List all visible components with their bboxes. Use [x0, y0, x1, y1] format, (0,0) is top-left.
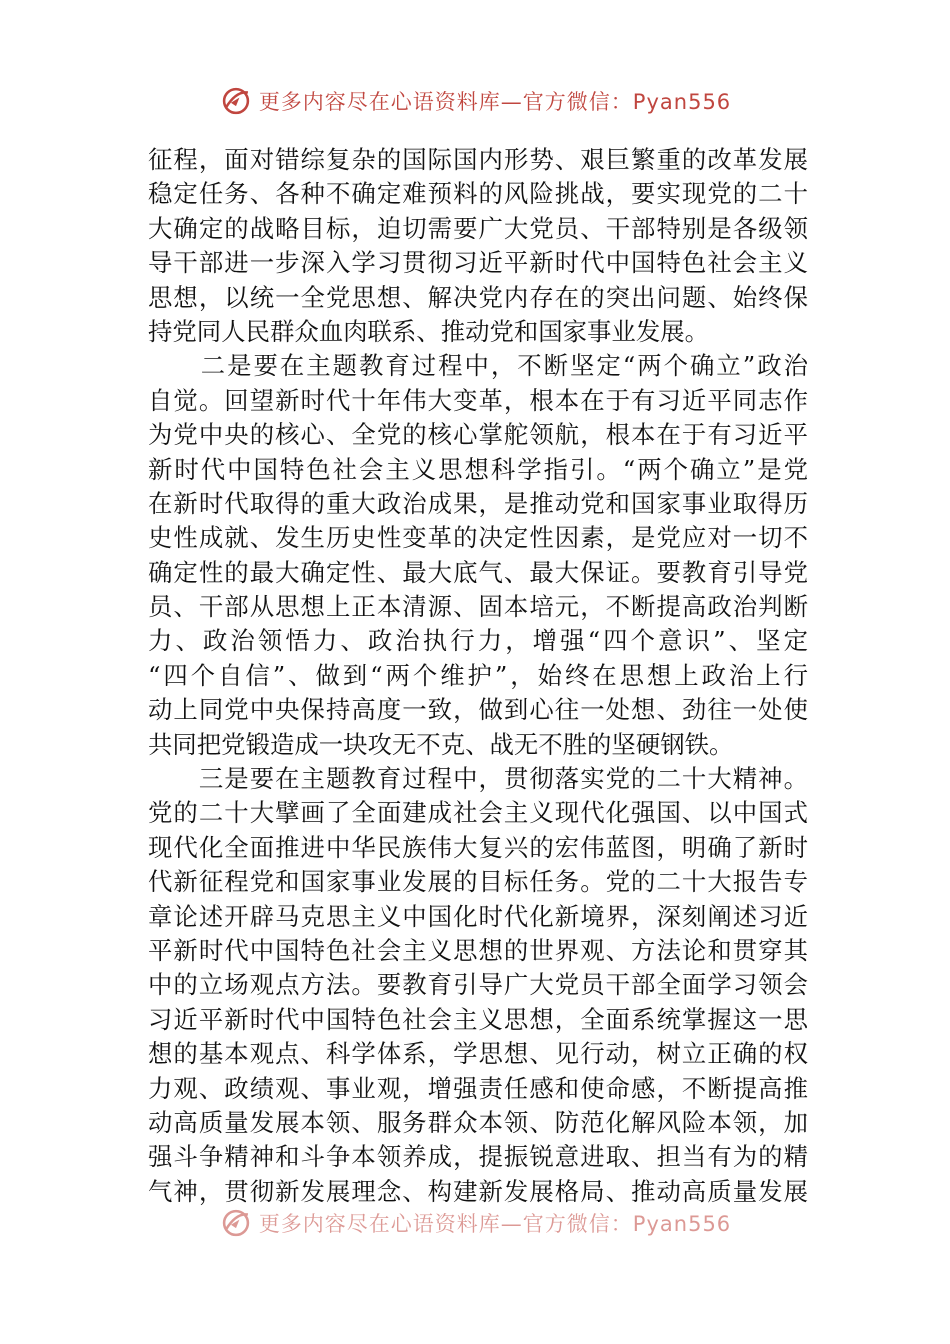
text-line: 章论述开辟马克思主义中国化时代化新境界，深刻阐述习近: [148, 901, 808, 931]
watermark-text: 更多内容尽在心语资料库—官方微信：Pyan556: [258, 1212, 732, 1236]
logo-icon: [219, 1206, 253, 1240]
header-watermark: [0, 84, 950, 118]
text-line: 确定性的最大确定性、最大底气、最大保证。要教育引导党: [148, 557, 808, 587]
text-line: 史性成就、发生历史性变革的决定性因素，是党应对一切不: [148, 523, 808, 553]
text-line: 现代化全面推进中华民族伟大复兴的宏伟蓝图，明确了新时: [148, 832, 808, 862]
text-line: 思想，以统一全党思想、解决党内存在的突出问题、始终保: [148, 282, 808, 312]
text-line: 中的立场观点方法。要教育引导广大党员干部全面学习领会: [148, 970, 808, 1000]
text-line: 动上同党中央保持高度一致，做到心往一处想、劲往一处使: [148, 695, 808, 725]
text-line: 稳定任务、各种不确定难预料的风险挑战，要实现党的二十: [148, 179, 808, 209]
text-line: 力、政治领悟力、政治执行力，增强“四个意识”、坚定: [148, 626, 808, 656]
text-line: 力观、政绩观、事业观，增强责任感和使命感，不断提高推: [148, 1073, 808, 1103]
text-line: 新时代中国特色社会主义思想科学指引。“两个确立”是党: [148, 454, 808, 484]
text-line: 党的二十大擘画了全面建成社会主义现代化强国、以中国式: [148, 798, 808, 828]
text-line: 导干部进一步深入学习贯彻习近平新时代中国特色社会主义: [148, 248, 808, 278]
text-line: 共同把党锻造成一块攻无不克、战无不胜的坚硬钢铁。: [148, 729, 734, 759]
text-line: 代新征程党和国家事业发展的目标任务。党的二十大报告专: [148, 867, 808, 897]
text-line: 动高质量发展本领、服务群众本领、防范化解风险本领，加: [148, 1107, 808, 1137]
text-line: 气神，贯彻新发展理念、构建新发展格局、推动高质量发展: [148, 1176, 808, 1206]
text-line: 大确定的战略目标，迫切需要广大党员、干部特别是各级领: [148, 213, 808, 243]
text-line: 持党同人民群众血肉联系、推动党和国家事业发展。: [148, 316, 709, 346]
text-line: 自觉。回望新时代十年伟大变革，根本在于有习近平同志作: [148, 385, 808, 415]
text-line: 习近平新时代中国特色社会主义思想，全面系统掌握这一思: [148, 1004, 808, 1034]
text-line: “四个自信”、做到“两个维护”，始终在思想上政治上行: [148, 660, 808, 690]
text-line: 二是要在主题教育过程中，不断坚定“两个确立”政治: [148, 351, 808, 381]
document-body: [148, 143, 808, 1209]
logo-icon: [219, 84, 253, 118]
text-line: 在新时代取得的重大政治成果，是推动党和国家事业取得历: [148, 488, 808, 518]
text-line: 为党中央的核心、全党的核心掌舵领航，根本在于有习近平: [148, 420, 808, 450]
text-line: 强斗争精神和斗争本领养成，提振锐意进取、担当有为的精: [148, 1142, 808, 1172]
text-line: 平新时代中国特色社会主义思想的世界观、方法论和贯穿其: [148, 935, 808, 965]
watermark-text: 更多内容尽在心语资料库—官方微信：Pyan556: [258, 90, 732, 114]
footer-watermark: [0, 1206, 950, 1240]
text-line: 想的基本观点、科学体系，学思想、见行动，树立正确的权: [148, 1039, 808, 1069]
text-line: 三是要在主题教育过程中，贯彻落实党的二十大精神。: [148, 764, 808, 794]
text-line: 员、干部从思想上正本清源、固本培元，不断提高政治判断: [148, 592, 808, 622]
text-line: 征程，面对错综复杂的国际国内形势、艰巨繁重的改革发展: [148, 145, 808, 174]
